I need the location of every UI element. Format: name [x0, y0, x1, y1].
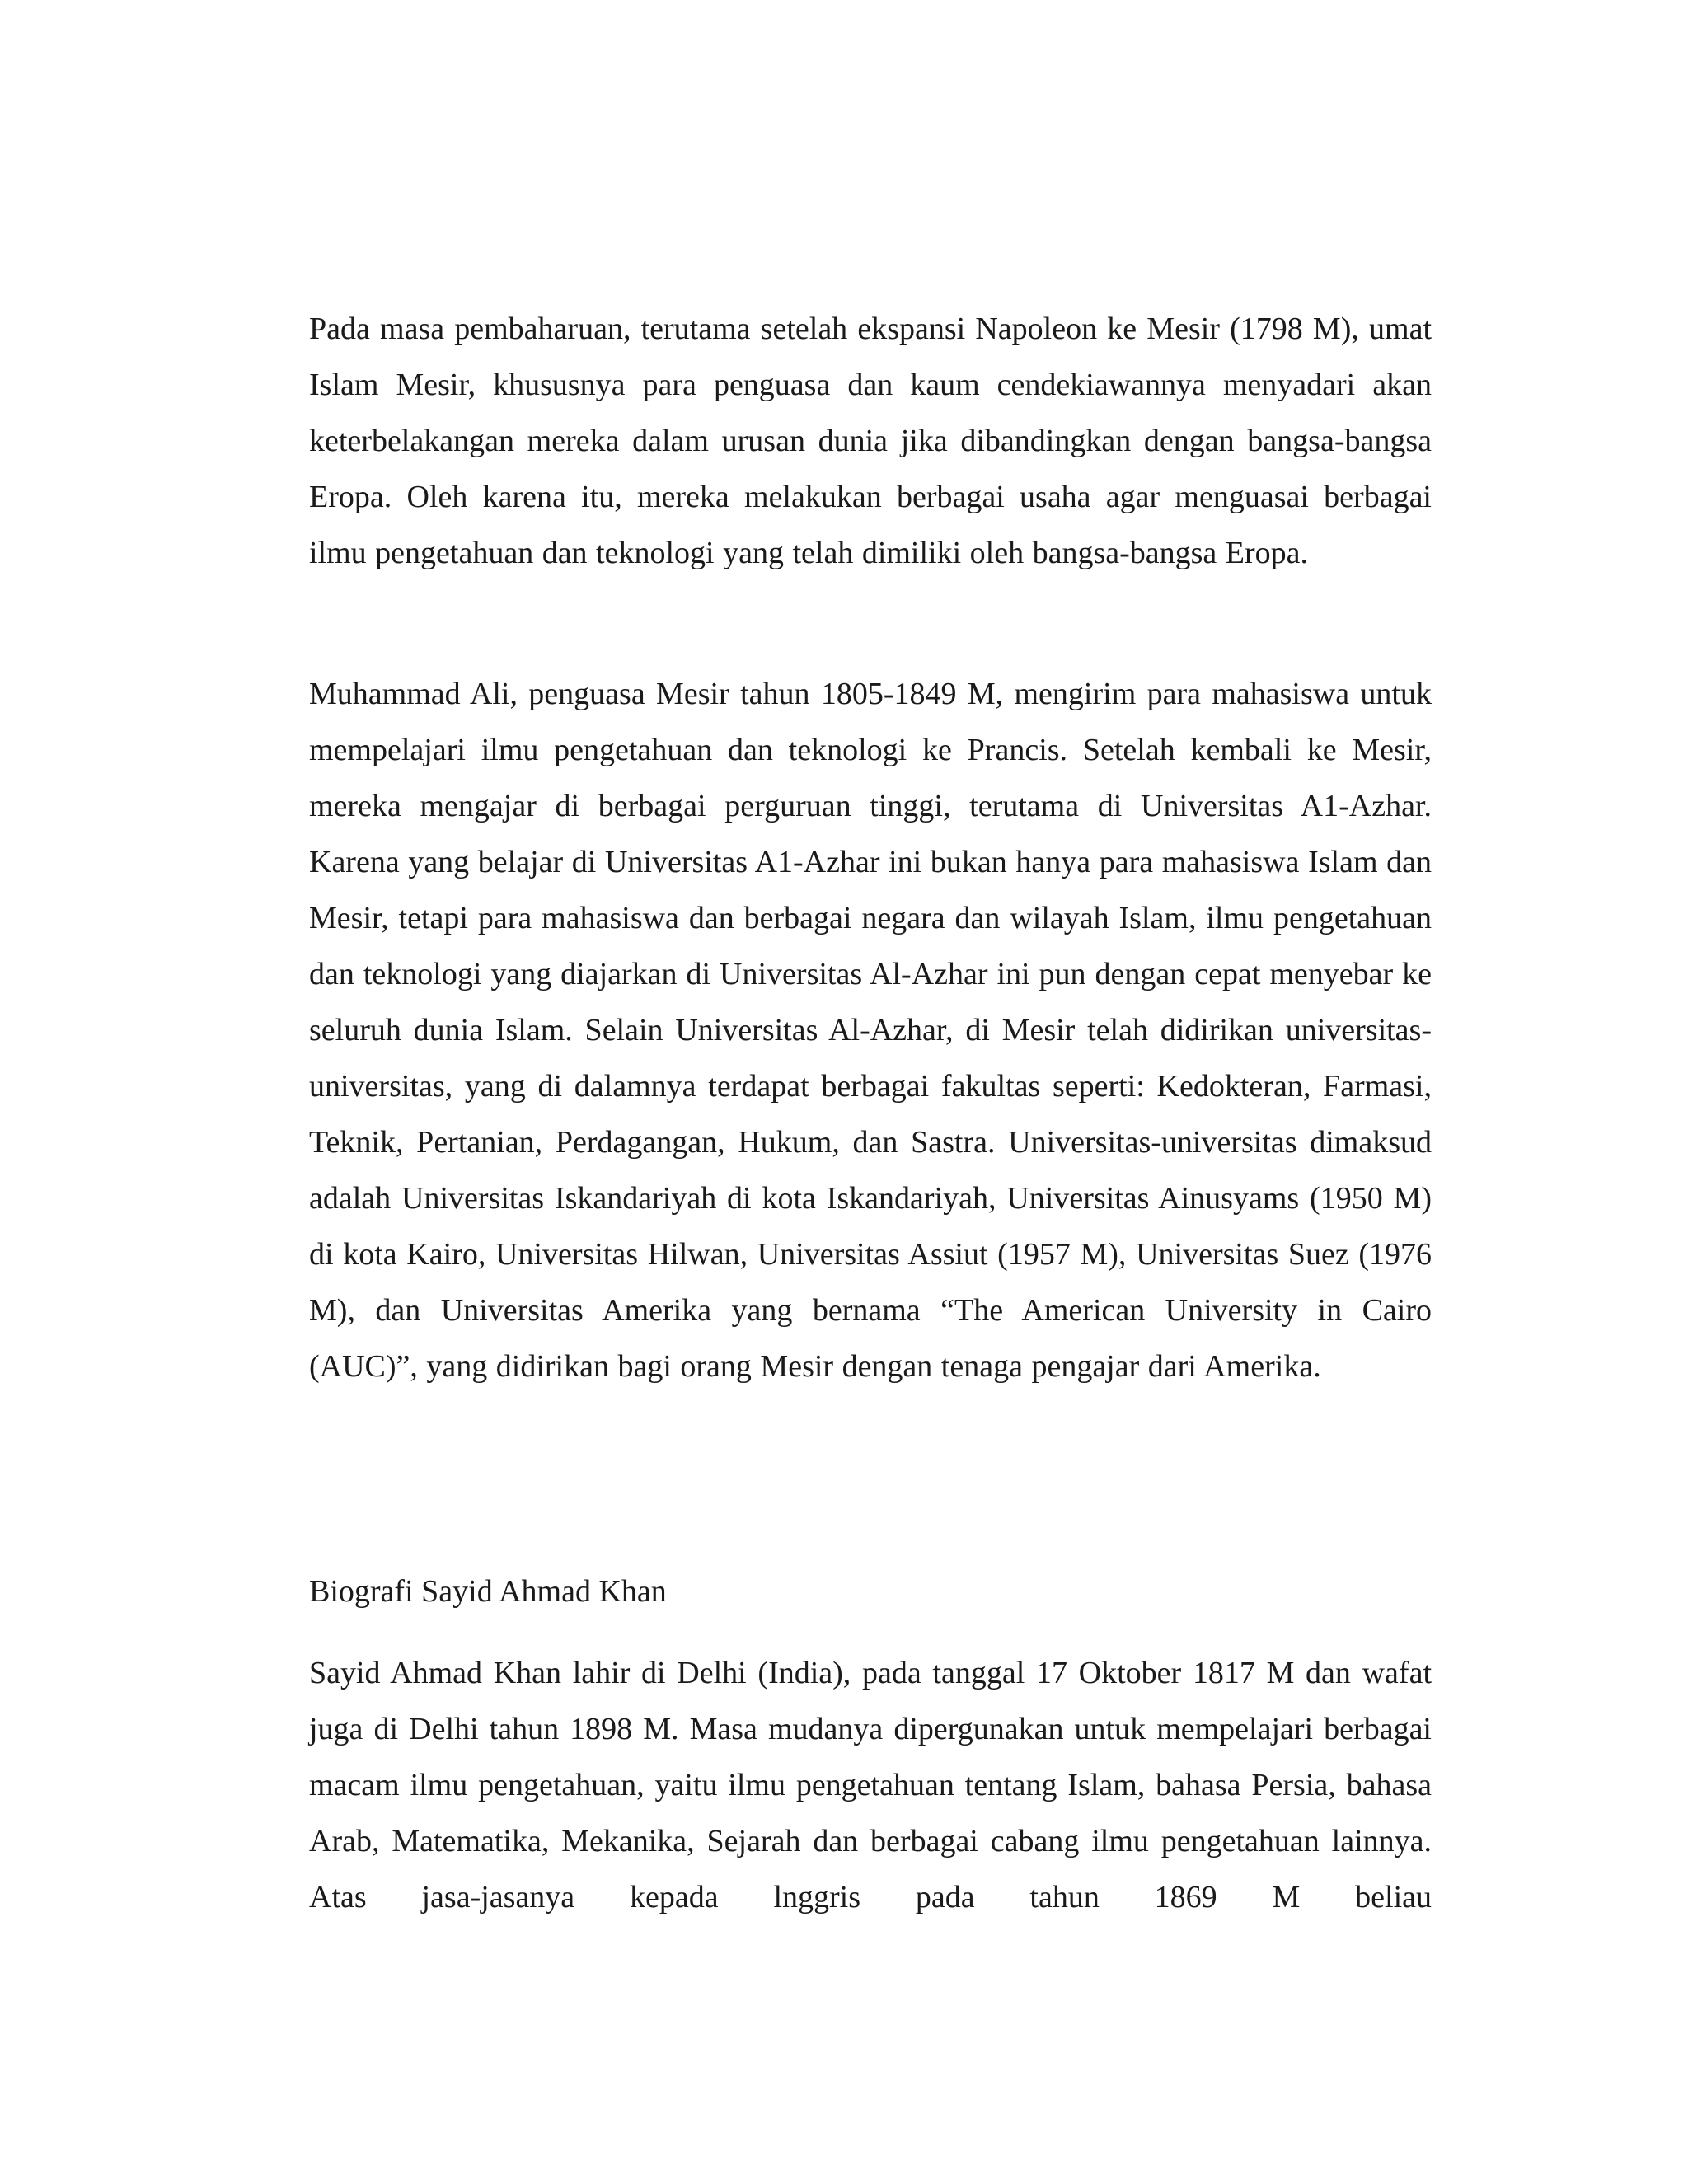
paragraph-sayid-ahmad-khan — [309, 1645, 1432, 1925]
paragraph-muhammad-ali — [309, 666, 1432, 1394]
paragraph-text: Sayid Ahmad Khan lahir di Delhi (India), pada tanggal 17 Oktober 1817 M dan wafat juga di Delhi tahun 1898 M. Masa mudanya dipergunakan untuk mempelajari berbagai macam ilmu pengetahuan, yaitu ilmu pengetahuan tentang Islam, bahasa Persia, bahasa Arab, Matematika, Mekanika, Sejarah dan berbagai cabang ilmu pengetahuan lainnya. Atas jasa-jasanya kepada lnggris pada tahun 1869 M beliau — [309, 1656, 1432, 1915]
section-heading — [309, 1563, 1432, 1619]
paragraph-napoleon-expansion — [309, 301, 1432, 581]
paragraph-text: Pada masa pembaharuan, terutama setelah ekspansi Napoleon ke Mesir (1798 M), umat Islam Mesir, khususnya para penguasa dan kaum cendekiawannya menyadari akan keterbelakangan mereka dalam urusan dunia jika dibandingkan dengan bangsa-bangsa Eropa. Oleh karena itu, mereka melakukan berbagai usaha agar menguasai berbagai ilmu pengetahuan dan teknologi yang telah dimiliki oleh bangsa-bangsa Eropa. — [309, 312, 1432, 570]
section-heading-text: Biografi Sayid Ahmad Khan — [309, 1574, 667, 1609]
paragraph-text: Muhammad Ali, penguasa Mesir tahun 1805-1849 M, mengirim para mahasiswa untuk mempelajari ilmu pengetahuan dan teknologi ke Prancis. Setelah kembali ke Mesir, mereka mengajar di berbagai perguruan tinggi, terutama di Universitas A1-Azhar. Karena yang belajar di Universitas A1-Azhar ini bukan hanya para mahasiswa Islam dan Mesir, tetapi para mahasiswa dan berbagai negara dan wilayah Islam, ilmu pengetahuan dan teknologi yang diajarkan di Universitas Al-Azhar ini pun dengan cepat menyebar ke seluruh dunia Islam. Selain Universitas Al-Azhar, di Mesir telah didirikan universitas-universitas, yang di dalamnya terdapat berbagai fakultas seperti: Kedokteran, Farmasi, Teknik, Pertanian, Perdagangan, Hukum, dan Sastra. Universitas-universitas dimaksud adalah Universitas Iskandariyah di kota Iskandariyah, Universitas Ainusyams (1950 M) di kota Kairo, Universitas Hilwan, Universitas Assiut (1957 M), Universitas Suez (1976 M), dan Universitas Amerika yang bernama “The American University in Cairo (AUC)”, yang didirikan bagi orang Mesir dengan tenaga pengajar dari Amerika. — [309, 677, 1432, 1384]
